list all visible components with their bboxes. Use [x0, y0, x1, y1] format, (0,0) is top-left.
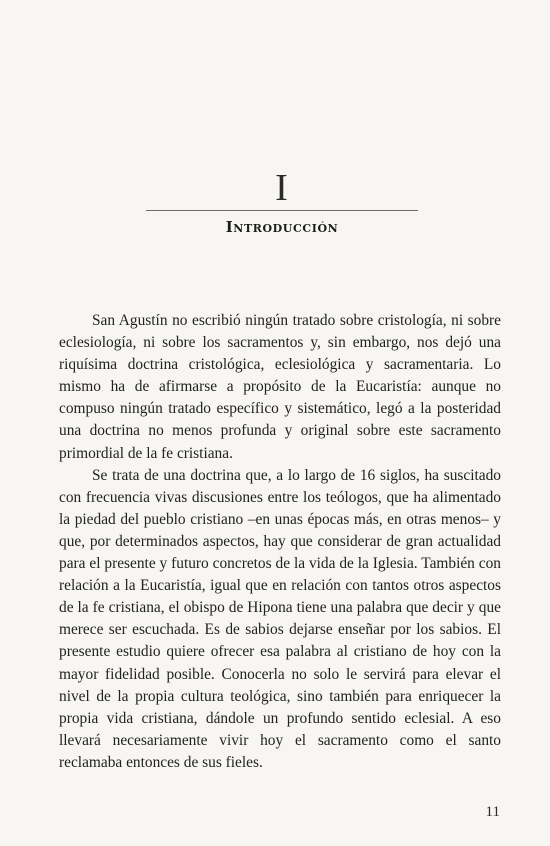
page-number: 11	[485, 804, 500, 820]
paragraph: Se trata de una doctrina que, a lo largo de 16 siglos, ha suscitado con frecuencia vivas discusiones entre los teólogos, que ha alimentado la piedad del pueblo cristiano –en unas épocas más, en otras menos– y que, por determinados aspectos, hay que considerar de gran actualidad para el presente y futuro concretos de la vida de la Iglesia. También con relación a la Eucaristía, igual que en relación con tantos otros aspectos de la fe cristiana, el obispo de Hipona tiene una palabra que decir y que merece ser escuchada. Es de sabios dejarse enseñar por los sabios. El presente estudio quiere ofrecer esa palabra al cristiano de hoy con la mayor fidelidad posible. Conocerla no solo le servirá para elevar el nivel de la propia cultura teológica, sino también para enriquecer la propia vida cristiana, dándole un profundo sentido eclesial. A eso llevará necesariamente vivir hoy el sacramento como el santo reclamaba entonces de sus fieles.	[59, 466, 501, 771]
chapter-number: I	[275, 167, 289, 209]
chapter-title: Introducción	[225, 218, 339, 236]
body-text	[59, 310, 501, 774]
chapter-divider	[146, 210, 418, 211]
paragraph: San Agustín no escribió ningún tratado sobre cristología, ni sobre eclesiología, ni sobre los sacramentos y, sin embargo, nos dejó una riquísima doctrina cristológica, eclesiológica y sacramentaria. Lo mismo ha de afirmarse a propósito de la Eucaristía: aunque no compuso ningún tratado específico y sistemático, legó a la posteridad una doctrina no menos profunda y original sobre este sacramento primordial de la fe cristiana.	[59, 312, 501, 462]
